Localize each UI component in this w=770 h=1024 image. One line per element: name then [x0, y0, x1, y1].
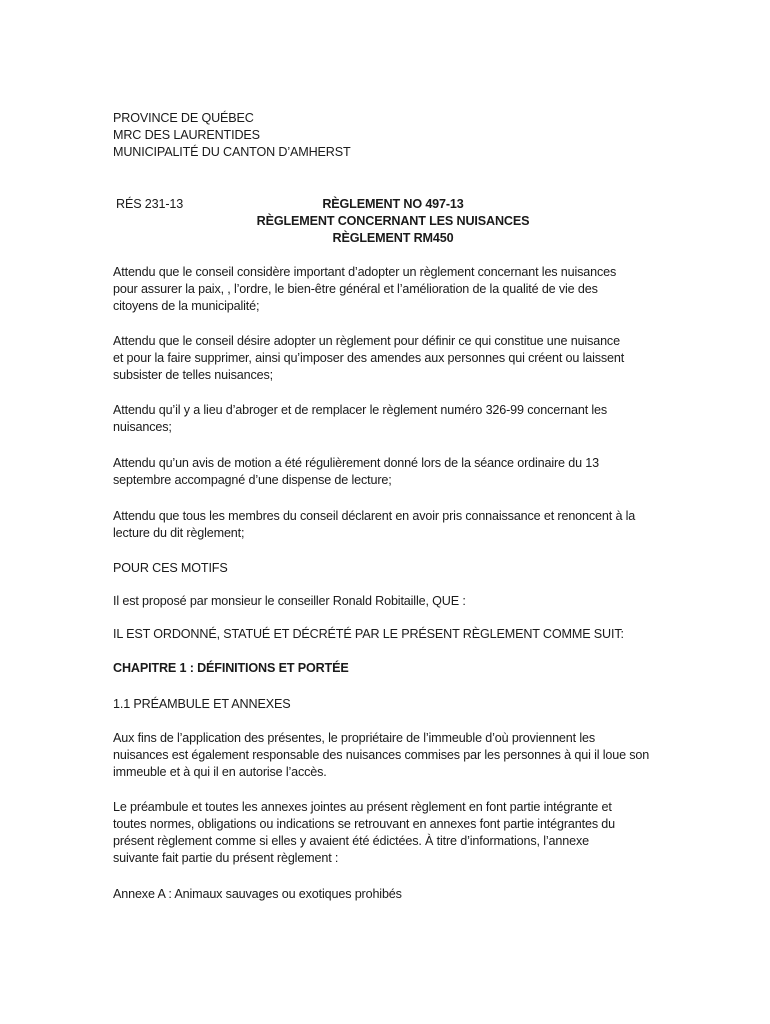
- paragraph-4: [113, 455, 673, 489]
- paragraph-1: [113, 264, 673, 315]
- regulation-code: RÈGLEMENT RM450: [332, 231, 454, 245]
- paragraph-line: Il est proposé par monsieur le conseiller Ronald Robitaille, QUE :: [113, 594, 466, 608]
- title-block: [113, 196, 673, 247]
- paragraph-line: septembre accompagné d’une dispense de lecture;: [113, 473, 392, 487]
- paragraph-line: Attendu que le conseil considère important d’adopter un règlement concernant les nuisances: [113, 265, 617, 279]
- paragraph-line: citoyens de la municipalité;: [113, 299, 260, 313]
- paragraph-line: Attendu qu’il y a lieu d’abroger et de remplacer le règlement numéro 326-99 concernant les: [113, 403, 608, 417]
- paragraph-line: Attendu que le conseil désire adopter un règlement pour définir ce qui constitue une nuisance: [113, 334, 620, 348]
- paragraph-line: toutes normes, obligations ou indications se retrouvant en annexes font partie intégrantes du: [113, 817, 616, 831]
- paragraph-line: immeuble et à qui il en autorise l’accès.: [113, 765, 327, 779]
- header-province: PROVINCE DE QUÉBEC: [113, 111, 254, 125]
- chapter-title: CHAPITRE 1 : DÉFINITIONS ET PORTÉE: [113, 661, 349, 675]
- paragraph-line: nuisances;: [113, 420, 172, 434]
- paragraph-preambule: [113, 799, 673, 867]
- paragraph-line: nuisances est également responsable des nuisances commises par les personnes à qui il loue son: [113, 748, 650, 762]
- paragraph-motifs: [113, 560, 673, 577]
- paragraph-line: Aux fins de l’application des présentes, le propriétaire de l’immeuble d’où proviennent les: [113, 731, 595, 745]
- paragraph-line: Attendu que tous les membres du conseil déclarent en avoir pris connaissance et renoncent à la: [113, 509, 636, 523]
- paragraph-line: POUR CES MOTIFS: [113, 561, 228, 575]
- regulation-subject: RÈGLEMENT CONCERNANT LES NUISANCES: [256, 214, 530, 228]
- paragraph-line: Le préambule et toutes les annexes jointes au présent règlement en font partie intégrante et: [113, 800, 612, 814]
- section-title: 1.1 PRÉAMBULE ET ANNEXES: [113, 697, 291, 711]
- paragraph-line: suivante fait partie du présent règlement :: [113, 851, 339, 865]
- header-mrc: MRC DES LAURENTIDES: [113, 128, 260, 142]
- regulation-number: RÈGLEMENT NO 497-13: [322, 197, 464, 211]
- paragraph-ordonne: [113, 626, 673, 643]
- paragraph-3: [113, 402, 673, 436]
- resolution-number: RÉS 231-13: [116, 197, 184, 211]
- paragraph-line: pour assurer la paix, , l’ordre, le bien-être général et l’amélioration de la qualité de vie des: [113, 282, 598, 296]
- paragraph-proposition: [113, 593, 673, 610]
- paragraph-line: IL EST ORDONNÉ, STATUÉ ET DÉCRÉTÉ PAR LE PRÉSENT RÈGLEMENT COMME SUIT:: [113, 627, 624, 641]
- paragraph-line: et pour la faire supprimer, ainsi qu’imposer des amendes aux personnes qui créent ou laissent: [113, 351, 625, 365]
- paragraph-line: présent règlement comme si elles y avaient été édictées. À titre d’informations, l’annexe: [113, 834, 589, 848]
- header-block: [113, 110, 673, 161]
- chapter-heading: [113, 660, 673, 677]
- paragraph-5: [113, 508, 673, 542]
- paragraph-line: subsister de telles nuisances;: [113, 368, 274, 382]
- paragraph-line: lecture du dit règlement;: [113, 526, 245, 540]
- paragraph-2: [113, 333, 673, 384]
- annex-reference: Annexe A : Animaux sauvages ou exotiques prohibés: [113, 887, 402, 901]
- paragraph-line: Attendu qu’un avis de motion a été régulièrement donné lors de la séance ordinaire du 13: [113, 456, 599, 470]
- section-heading: [113, 696, 673, 713]
- header-municipality: MUNICIPALITÉ DU CANTON D’AMHERST: [113, 145, 351, 159]
- paragraph-application: [113, 730, 673, 781]
- paragraph-annexe: [113, 886, 673, 903]
